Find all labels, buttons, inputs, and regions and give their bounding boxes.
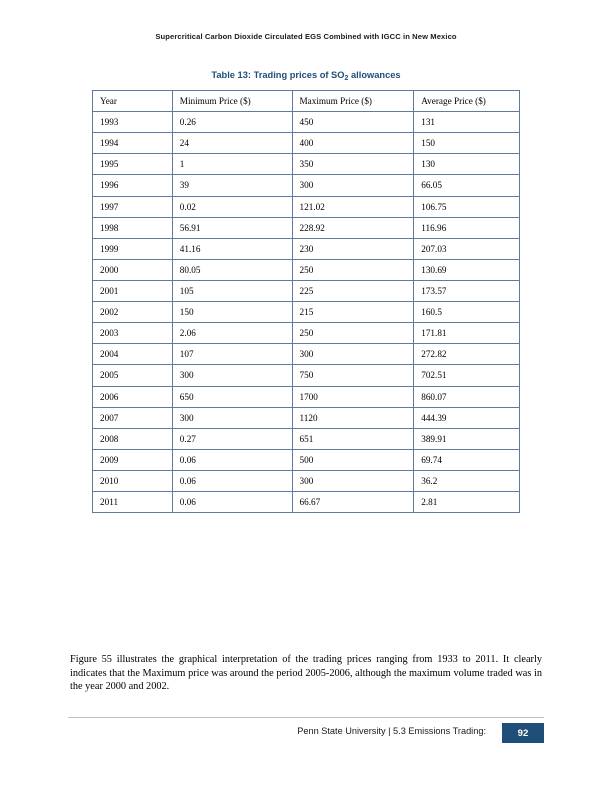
cell-maximum-price: 651 xyxy=(292,428,414,449)
cell-minimum-price: 650 xyxy=(172,386,292,407)
cell-minimum-price: 0.06 xyxy=(172,449,292,470)
cell-minimum-price: 2.06 xyxy=(172,323,292,344)
cell-year: 2005 xyxy=(93,365,173,386)
cell-average-price: 131 xyxy=(414,112,520,133)
cell-year: 1995 xyxy=(93,154,173,175)
cell-year: 2009 xyxy=(93,449,173,470)
cell-minimum-price: 0.26 xyxy=(172,112,292,133)
cell-minimum-price: 300 xyxy=(172,365,292,386)
running-head: Supercritical Carbon Dioxide Circulated EGS Combined with IGCC in New Mexico xyxy=(155,32,457,41)
cell-maximum-price: 350 xyxy=(292,154,414,175)
footer-divider xyxy=(68,717,544,718)
cell-minimum-price: 0.06 xyxy=(172,470,292,491)
cell-average-price: 69.74 xyxy=(414,449,520,470)
cell-year: 2000 xyxy=(93,259,173,280)
cell-maximum-price: 450 xyxy=(292,112,414,133)
cell-year: 1996 xyxy=(93,175,173,196)
cell-maximum-price: 225 xyxy=(292,280,414,301)
table-row xyxy=(93,112,520,133)
column-header-maximum-price: Maximum Price ($) xyxy=(292,91,414,112)
cell-year: 1997 xyxy=(93,196,173,217)
cell-average-price: 444.39 xyxy=(414,407,520,428)
cell-year: 2003 xyxy=(93,323,173,344)
cell-maximum-price: 250 xyxy=(292,259,414,280)
cell-maximum-price: 215 xyxy=(292,302,414,323)
table-caption xyxy=(0,70,612,80)
cell-year: 2011 xyxy=(93,492,173,513)
cell-maximum-price: 300 xyxy=(292,175,414,196)
footer-text: Penn State University | 5.3 Emissions Trading: xyxy=(297,726,486,736)
cell-minimum-price: 39 xyxy=(172,175,292,196)
cell-average-price: 106.75 xyxy=(414,196,520,217)
cell-maximum-price: 250 xyxy=(292,323,414,344)
cell-minimum-price: 105 xyxy=(172,280,292,301)
table-row xyxy=(93,238,520,259)
cell-average-price: 207.03 xyxy=(414,238,520,259)
cell-minimum-price: 107 xyxy=(172,344,292,365)
cell-average-price: 171.81 xyxy=(414,323,520,344)
cell-minimum-price: 0.06 xyxy=(172,492,292,513)
cell-maximum-price: 500 xyxy=(292,449,414,470)
cell-average-price: 130.69 xyxy=(414,259,520,280)
cell-average-price: 36.2 xyxy=(414,470,520,491)
table-row xyxy=(93,133,520,154)
cell-minimum-price: 41.16 xyxy=(172,238,292,259)
table-caption-suffix: allowances xyxy=(348,70,401,80)
table-row xyxy=(93,344,520,365)
column-header-minimum-price: Minimum Price ($) xyxy=(172,91,292,112)
table-row xyxy=(93,365,520,386)
cell-average-price: 702.51 xyxy=(414,365,520,386)
cell-minimum-price: 0.27 xyxy=(172,428,292,449)
cell-year: 2001 xyxy=(93,280,173,301)
cell-year: 1998 xyxy=(93,217,173,238)
cell-year: 1994 xyxy=(93,133,173,154)
column-header-average-price: Average Price ($) xyxy=(414,91,520,112)
cell-minimum-price: 0.02 xyxy=(172,196,292,217)
cell-maximum-price: 300 xyxy=(292,470,414,491)
cell-maximum-price: 66.67 xyxy=(292,492,414,513)
table-row xyxy=(93,386,520,407)
cell-year: 2004 xyxy=(93,344,173,365)
cell-maximum-price: 228.92 xyxy=(292,217,414,238)
cell-maximum-price: 121.02 xyxy=(292,196,414,217)
cell-year: 2010 xyxy=(93,470,173,491)
cell-maximum-price: 300 xyxy=(292,344,414,365)
page-footer xyxy=(68,723,544,743)
cell-average-price: 66.05 xyxy=(414,175,520,196)
cell-average-price: 860.07 xyxy=(414,386,520,407)
table-row xyxy=(93,428,520,449)
cell-average-price: 173.57 xyxy=(414,280,520,301)
cell-year: 2007 xyxy=(93,407,173,428)
cell-year: 2008 xyxy=(93,428,173,449)
cell-minimum-price: 1 xyxy=(172,154,292,175)
cell-maximum-price: 750 xyxy=(292,365,414,386)
table-row xyxy=(93,154,520,175)
cell-year: 2002 xyxy=(93,302,173,323)
cell-average-price: 116.96 xyxy=(414,217,520,238)
cell-minimum-price: 80.05 xyxy=(172,259,292,280)
table-caption-prefix: Table 13: Trading prices of SO xyxy=(211,70,345,80)
cell-minimum-price: 150 xyxy=(172,302,292,323)
table-row xyxy=(93,470,520,491)
cell-year: 1999 xyxy=(93,238,173,259)
cell-year: 2006 xyxy=(93,386,173,407)
table-caption-subscript: 2 xyxy=(344,75,349,82)
table-row xyxy=(93,302,520,323)
cell-average-price: 272.82 xyxy=(414,344,520,365)
cell-minimum-price: 300 xyxy=(172,407,292,428)
cell-minimum-price: 56.91 xyxy=(172,217,292,238)
cell-maximum-price: 230 xyxy=(292,238,414,259)
cell-average-price: 130 xyxy=(414,154,520,175)
table-header-row xyxy=(93,91,520,112)
cell-average-price: 160.5 xyxy=(414,302,520,323)
table-row xyxy=(93,175,520,196)
table-row xyxy=(93,492,520,513)
page-number: 92 xyxy=(502,723,544,743)
cell-maximum-price: 1120 xyxy=(292,407,414,428)
cell-maximum-price: 1700 xyxy=(292,386,414,407)
table-row xyxy=(93,407,520,428)
cell-average-price: 389.91 xyxy=(414,428,520,449)
table-row xyxy=(93,323,520,344)
cell-average-price: 150 xyxy=(414,133,520,154)
table-row xyxy=(93,449,520,470)
body-paragraph: Figure 55 illustrates the graphical interpretation of the trading prices ranging from 1933 to 2011. It clearly indicates that the Maximum price was around the period 2005-2006, although the maximum volume traded was in the year 2000 and 2002. xyxy=(70,654,542,693)
cell-minimum-price: 24 xyxy=(172,133,292,154)
table-row xyxy=(93,217,520,238)
cell-average-price: 2.81 xyxy=(414,492,520,513)
cell-maximum-price: 400 xyxy=(292,133,414,154)
table-row xyxy=(93,259,520,280)
table-row xyxy=(93,196,520,217)
table-row xyxy=(93,280,520,301)
column-header-year: Year xyxy=(93,91,173,112)
so2-allowance-price-table xyxy=(92,90,520,513)
cell-year: 1993 xyxy=(93,112,173,133)
